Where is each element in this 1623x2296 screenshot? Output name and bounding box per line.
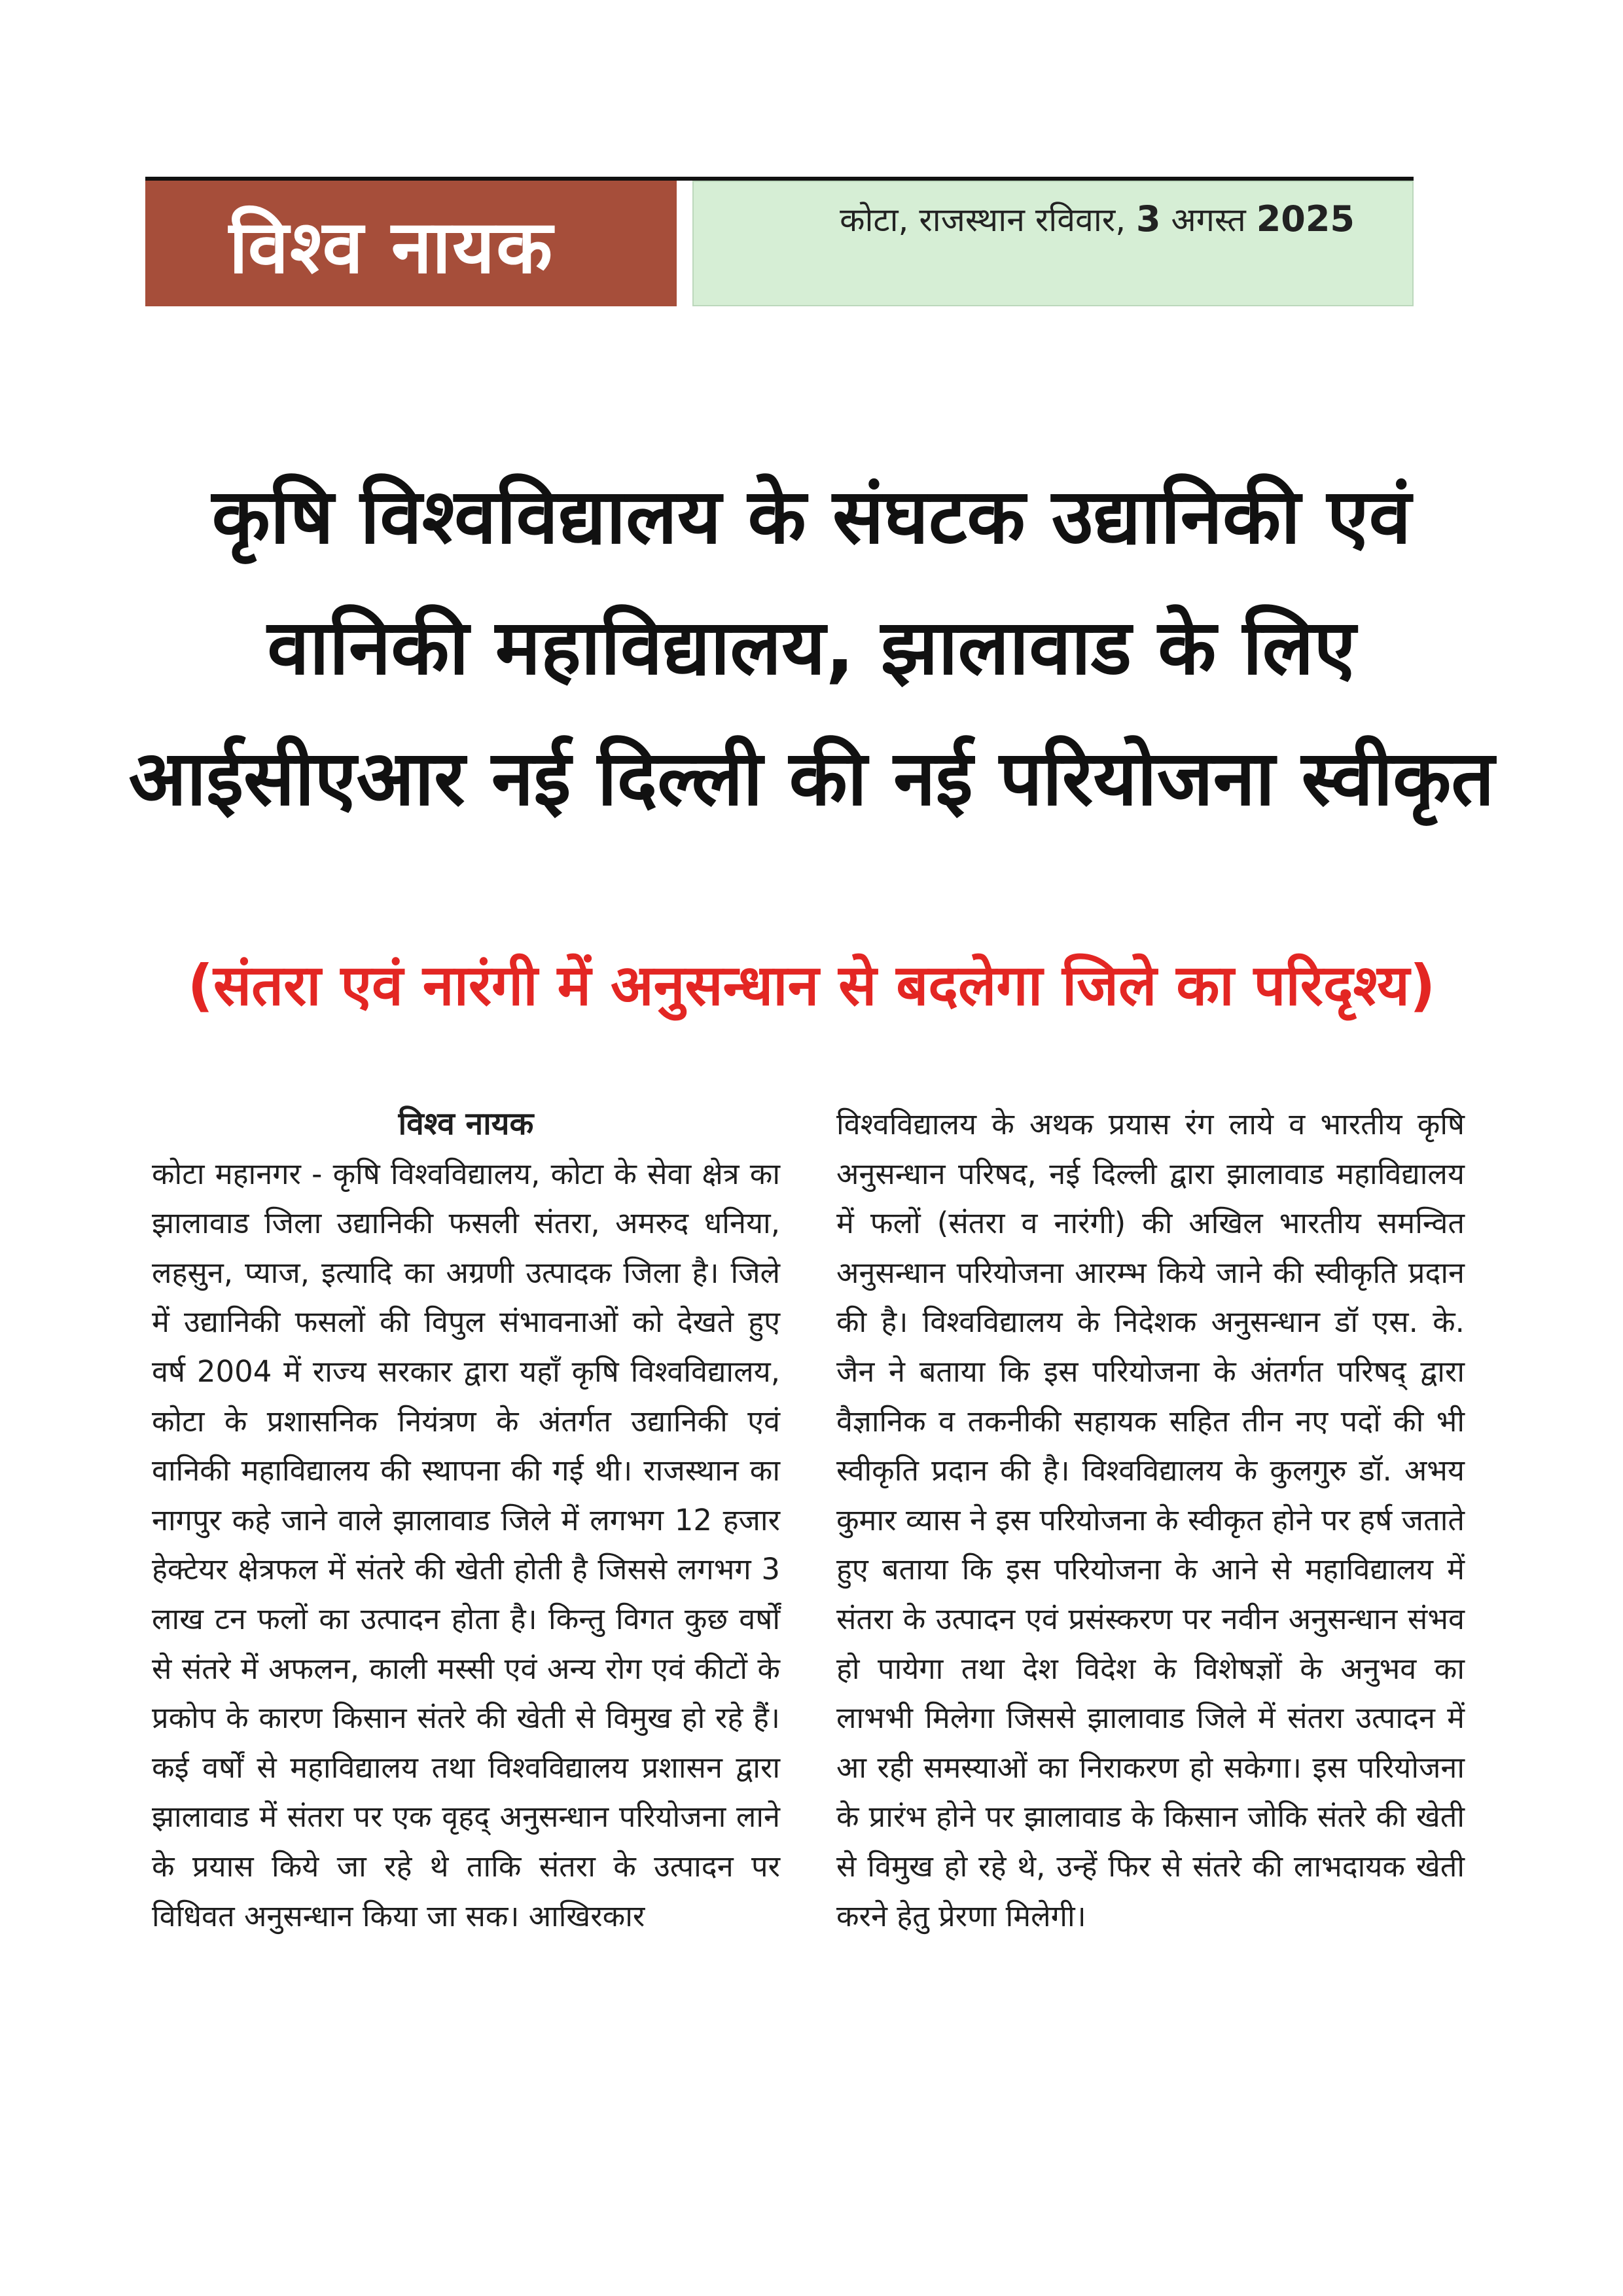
dateline-place: कोटा, राजस्थान रविवार, <box>840 201 1137 239</box>
dateline-year: 2025 <box>1256 198 1355 240</box>
newspaper-logo <box>145 181 677 306</box>
article-text-column-1: कोटा महानगर - कृषि विश्वविद्यालय, कोटा के सेवा क्षेत्र का झालावाड जिला उद्यानिकी फसली संतरा, अमरुद धनिया, लहसुन, प्याज, इत्यादि का अग्रणी उत्पादक जिला है। जिले में उद्यानिकी फसलों की विपुल संभावनाओं को देखते हुए वर्ष 2004 में राज्य सरकार द्वारा यहाँ कृषि विश्वविद्यालय, कोटा के प्रशासनिक नियंत्रण के अंतर्गत उद्यानिकी एवं वानिकी महाविद्यालय की स्थापना की गई थी। राजस्थान का नागपुर कहे जाने वाले झालावाड जिले में लगभग 12 हजार हेक्टेयर क्षेत्रफल में संतरे की खेती होती है जिससे लगभग 3 लाख टन फलों का उत्पादन होता है। किन्तु विगत कुछ वर्षों से संतरे में अफलन, काली मस्सी एवं अन्य रोग एवं कीटों के प्रकोप के कारण किसान संतरे की खेती से विमुख हो रहे हैं। कई वर्षों से महाविद्यालय तथा विश्वविद्यालय प्रशासन द्वारा झालावाड में संतरा पर एक वृहद् अनुसन्धान परियोजना लाने के प्रयास किये जा रहे थे ताकि संतरा के उत्पादन पर विधिवत अनुसन्धान किया जा सक। आखिरकार <box>152 1156 780 1933</box>
headline-line-1: कृषि विश्वविद्यालय के संघटक उद्यानिकी एवं <box>211 473 1412 561</box>
article-column-1 <box>152 1100 780 1941</box>
headline-line-3: आईसीएआर नई दिल्ली की नई परियोजना स्वीकृत <box>128 734 1495 823</box>
headline <box>98 452 1525 844</box>
dateline-month: अगस्त <box>1160 201 1257 239</box>
headline-line-2: वानिकी महाविद्यालय, झालावाड के लिए <box>267 603 1356 692</box>
subheadline: (संतरा एवं नारंगी में अनुसन्धान से बदलेगा जिले का परिदृश्य) <box>187 953 1436 1018</box>
byline: विश्व नायक <box>398 1105 534 1142</box>
newspaper-name: विश्व नायक <box>228 204 554 290</box>
dateline-day: 3 <box>1136 198 1161 240</box>
dateline <box>840 196 1355 241</box>
dateline-box <box>692 181 1414 306</box>
article-column-2 <box>836 1100 1465 1941</box>
article-text-column-2: विश्वविद्यालय के अथक प्रयास रंग लाये व भारतीय कृषि अनुसन्धान परिषद, नई दिल्ली द्वारा झालावाड महाविद्यालय में फलों (संतरा व नारंगी) की अखिल भारतीय समन्वित अनुसन्धान परियोजना आरम्भ किये जाने की स्वीकृति प्रदान की है। विश्वविद्यालय के निदेशक अनुसन्धान डॉ एस. के. जैन ने बताया कि इस परियोजना के अंतर्गत परिषद् द्वारा वैज्ञानिक व तकनीकी सहायक सहित तीन नए पदों की भी स्वीकृति प्रदान की है। विश्वविद्यालय के कुलगुरु डॉ. अभय कुमार व्यास ने इस परियोजना के स्वीकृत होने पर हर्ष जताते हुए बताया कि इस परियोजना के आने से महाविद्यालय में संतरा के उत्पादन एवं प्रसंस्करण पर नवीन अनुसन्धान संभव हो पायेगा तथा देश विदेश के विशेषज्ञों के अनुभव का लाभभी मिलेगा जिससे झालावाड जिले में संतरा उत्पादन में आ रही समस्याओं का निराकरण हो सकेगा। इस परियोजना के प्रारंभ होने पर झालावाड के किसान जोकि संतरे की खेती से विमुख हो रहे थे, उन्हें फिर से संतरे की लाभदायक खेती करने हेतु प्रेरणा मिलेगी। <box>836 1107 1465 1933</box>
masthead <box>145 177 1414 306</box>
